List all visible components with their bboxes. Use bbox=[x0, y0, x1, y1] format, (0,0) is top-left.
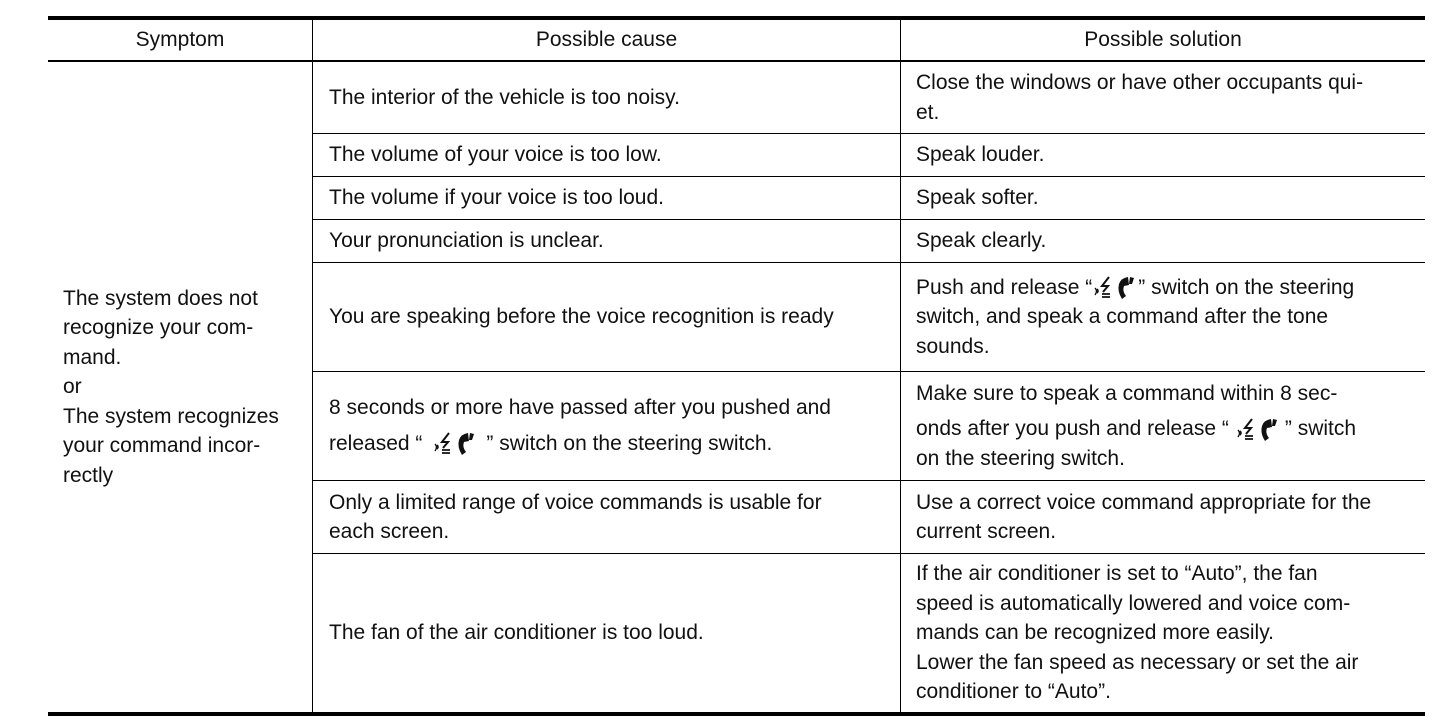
cause-line: each screen. bbox=[329, 520, 450, 543]
solution-text: ” switch bbox=[1284, 417, 1357, 441]
solution-cell bbox=[916, 372, 1421, 480]
cause-cell bbox=[329, 263, 904, 371]
cause-line: Only a limited range of voice commands is usable for bbox=[329, 490, 822, 514]
solution-cell bbox=[916, 554, 1421, 712]
cause-line bbox=[329, 426, 904, 462]
talk-phone-switch-icon bbox=[1094, 276, 1136, 300]
solution-cell bbox=[916, 177, 1421, 219]
cause-text: The volume if your voice is too loud. bbox=[329, 186, 664, 210]
header-solution-label: Possible solution bbox=[1084, 28, 1242, 52]
solution-line: current screen. bbox=[916, 520, 1057, 543]
solution-line: switch, and speak a command after the tone bbox=[916, 305, 1329, 329]
solution-line: et. bbox=[916, 100, 940, 124]
cause-line: 8 seconds or more have passed after you pushed and bbox=[329, 396, 831, 419]
symptom-line: recognize your com- bbox=[63, 316, 254, 340]
header-cause-label: Possible cause bbox=[535, 28, 678, 52]
solution-line: Speak clearly. bbox=[916, 229, 1047, 253]
solution-cell bbox=[916, 62, 1421, 133]
header-symptom-label: Symptom bbox=[135, 28, 225, 52]
cause-text: The interior of the vehicle is too noisy. bbox=[329, 85, 680, 109]
symptom-line: your command incor- bbox=[63, 434, 261, 458]
cause-text: ” switch on the steering switch. bbox=[486, 432, 773, 455]
solution-line: sounds. bbox=[916, 334, 990, 358]
solution-text: onds after you push and release “ bbox=[916, 417, 1229, 441]
table-bottom-rule bbox=[48, 712, 1425, 716]
header-symptom bbox=[48, 20, 312, 60]
solution-text: ” switch on the steering bbox=[1138, 275, 1355, 299]
cause-text: The volume of your voice is too low. bbox=[329, 143, 662, 167]
solution-line: If the air conditioner is set to “Auto”, the fan bbox=[916, 562, 1318, 586]
solution-line: Speak softer. bbox=[916, 186, 1039, 210]
cause-text: released “ bbox=[329, 432, 423, 455]
troubleshooting-table bbox=[48, 0, 1425, 722]
cause-text: You are speaking before the voice recognition is ready bbox=[329, 305, 834, 329]
header-solution bbox=[901, 20, 1425, 60]
cause-cell bbox=[329, 220, 904, 262]
solution-line: Make sure to speak a command within 8 sec- bbox=[916, 381, 1338, 405]
symptom-line: or bbox=[63, 375, 82, 399]
solution-cell bbox=[916, 134, 1421, 176]
cause-cell bbox=[329, 481, 904, 553]
solution-line: Lower the fan speed as necessary or set the air bbox=[916, 650, 1359, 674]
symptom-cell bbox=[63, 62, 313, 712]
solution-line: on the steering switch. bbox=[916, 446, 1125, 470]
cause-text: Your pronunciation is unclear. bbox=[329, 229, 604, 253]
solution-cell bbox=[916, 481, 1421, 553]
symptom-line: rectly bbox=[63, 463, 114, 487]
symptom-line: mand. bbox=[63, 345, 122, 369]
solution-line: Use a correct voice command appropriate for the bbox=[916, 490, 1372, 514]
solution-line: Speak louder. bbox=[916, 143, 1045, 167]
header-cause bbox=[313, 20, 900, 60]
solution-line: conditioner to “Auto”. bbox=[916, 680, 1111, 704]
talk-phone-switch-icon bbox=[424, 430, 484, 458]
solution-line: speed is automatically lowered and voice com- bbox=[916, 591, 1351, 615]
symptom-line: The system recognizes bbox=[63, 404, 279, 428]
solution-cell bbox=[916, 220, 1421, 262]
solution-text: Push and release “ bbox=[916, 275, 1093, 299]
cause-cell bbox=[329, 554, 904, 712]
cause-cell bbox=[329, 62, 904, 133]
solution-cell bbox=[916, 263, 1421, 371]
talk-phone-switch-icon bbox=[1231, 417, 1283, 443]
solution-line: mands can be recognized more easily. bbox=[916, 621, 1274, 645]
solution-line: Close the windows or have other occupants qui- bbox=[916, 71, 1364, 94]
solution-line bbox=[916, 273, 1421, 303]
solution-line bbox=[916, 414, 1421, 444]
cause-text: The fan of the air conditioner is too loud. bbox=[329, 621, 704, 645]
cause-cell bbox=[329, 372, 904, 480]
cause-cell bbox=[329, 177, 904, 219]
cause-cell bbox=[329, 134, 904, 176]
symptom-line: The system does not bbox=[63, 286, 258, 310]
